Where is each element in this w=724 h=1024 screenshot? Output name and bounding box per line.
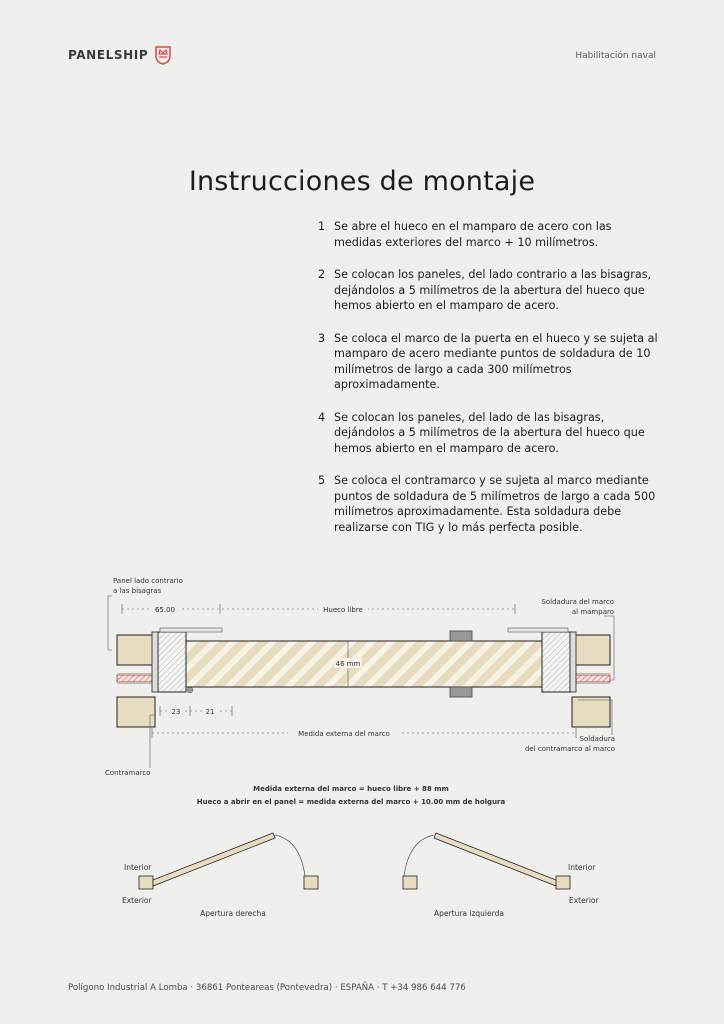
formula-1: Medida externa del marco = hueco libre + 88 mm [253, 785, 449, 793]
step-text: Se colocan los paneles, del lado contrario a las bisagras, dejándolos a 5 milímetros de la abertura del hueco que hemos abierto en el mamparo de acero. [334, 268, 652, 312]
formula-2: Hueco a abrir en el panel = medida externa del marco + 10.00 mm de holgura [196, 798, 506, 806]
step-text: Se coloca el contramarco y se sujeta al marco mediante puntos de soldadura de 5 milímetros de largo a cada 500 milímetros aproximadamente. Esta soldadura debe realizarse con TIG y lo más perfecta posible. [334, 474, 656, 534]
step-number: 4 [318, 410, 326, 424]
step-text: Se coloca el marco de la puerta en el hueco y se sujeta al mamparo de acero mediante puntos de soldadura de 10 milímetros de largo a cada 300 milímetros aproximadamente. [334, 331, 658, 391]
hinge [450, 631, 472, 641]
door-leaf [186, 641, 542, 687]
label-weld-frame: Soldadura del marco [541, 598, 614, 606]
brand-name: PANELSHIP [68, 48, 149, 62]
label-weld-counterframe: Soldadura [579, 735, 615, 743]
step-number: 1 [318, 220, 326, 233]
step-text: Se colocan los paneles, del lado de las bisagras, dejándolos a 5 milímetros de la abertura del hueco que hemos abierto en el mamparo de acero. [334, 410, 645, 455]
section-label: Habilitación naval [575, 51, 656, 61]
weld-point [187, 687, 193, 693]
step-item [318, 473, 658, 535]
caption-right-opening: Apertura derecha [200, 909, 266, 918]
label-exterior: Exterior [569, 896, 599, 905]
label-panel: Panel lado contrario [113, 577, 183, 585]
step-number: 3 [318, 331, 326, 345]
caption-left-opening: Apertura izquierda [434, 909, 504, 918]
footer-address: Polígono Industrial A Lomba · 36861 Ponteareas (Pontevedra) · ESPAÑA · T +34 986 644 776 [68, 983, 466, 993]
crown-shield-icon [154, 45, 172, 65]
step-item [318, 219, 658, 250]
jamb [304, 876, 318, 889]
step-text: Se abre el hueco en el mamparo de acero con las medidas exteriores del marco + 10 milímetros. [334, 220, 612, 249]
door-frame [542, 632, 570, 692]
step-number: 5 [318, 474, 326, 487]
label-weld-frame-2: al mamparo [571, 608, 614, 616]
dim-23: 23 [171, 708, 181, 716]
jamb [403, 876, 417, 889]
bulkhead-panel [572, 697, 610, 727]
dim-65: 65.00 [154, 606, 176, 614]
label-contramarco: Contramarco [105, 769, 151, 777]
label-interior: Interior [124, 863, 152, 872]
brand-logo [68, 45, 172, 65]
counter-frame [570, 632, 576, 692]
door-leaf-open [153, 833, 275, 886]
label-interior: Interior [568, 863, 596, 872]
label-weld-counterframe-2: del contramarco al marco [524, 745, 615, 753]
dim-thickness: 46 mm [335, 660, 361, 668]
step-item [318, 331, 658, 393]
leader-line [108, 596, 112, 650]
step-number: 2 [318, 268, 326, 281]
jamb [139, 876, 153, 889]
door-frame [158, 632, 186, 692]
bulkhead-panel [117, 635, 155, 665]
hinge [450, 687, 472, 697]
swing-arc [275, 835, 305, 876]
label-exterior: Exterior [122, 896, 152, 905]
step-item [318, 267, 658, 314]
page-title: Instrucciones de montaje [188, 166, 536, 198]
bulkhead-panel [572, 635, 610, 665]
swing-arc [404, 835, 434, 876]
bulkhead-panel [117, 697, 155, 727]
opening-diagrams [0, 820, 724, 930]
dim-external: Medida externa del marco [298, 730, 390, 738]
step-item [318, 410, 658, 457]
jamb [556, 876, 570, 889]
counter-frame [152, 632, 158, 692]
label-panel-2: a las bisagras [113, 587, 162, 595]
door-section-diagram [0, 560, 724, 810]
dim-hueco-libre: Hueco libre [323, 606, 363, 614]
door-leaf-open [434, 833, 556, 886]
instruction-steps [318, 219, 658, 552]
dim-21: 21 [205, 708, 215, 716]
